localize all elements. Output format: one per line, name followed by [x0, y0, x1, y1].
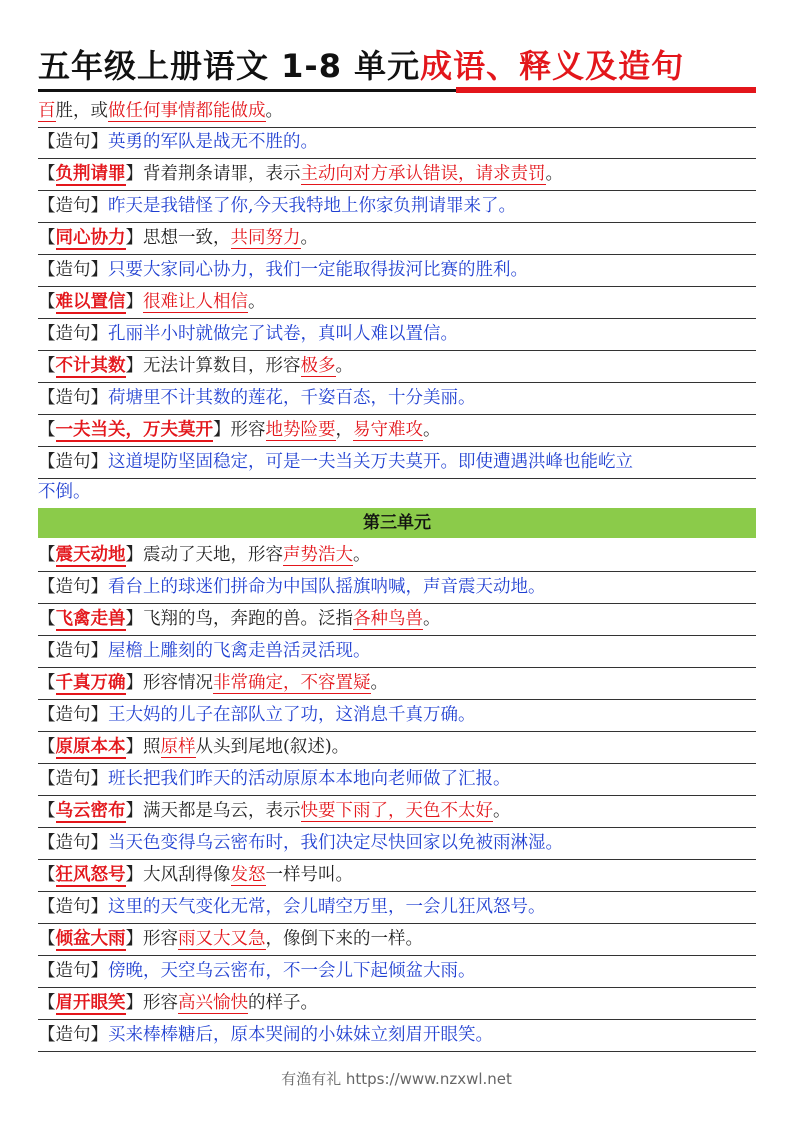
definition-highlight: 易守难攻	[353, 420, 423, 440]
example-sentence-row	[38, 191, 756, 223]
idiom-word: 一夫当关，万夫莫开	[55, 420, 213, 440]
example-sentence: 这里的天气变化无常，会儿晴空万里，一会儿狂风怒号。	[108, 897, 546, 917]
idiom-row	[38, 732, 756, 764]
definition-end: 。	[493, 801, 511, 821]
definition-highlight: 声势浩大	[283, 545, 353, 565]
sentence-label: 造句	[55, 833, 91, 853]
definition-end: 。	[353, 545, 371, 565]
bracket-left: 【	[38, 545, 56, 565]
idiom-row	[38, 223, 756, 255]
example-sentence-row	[38, 447, 756, 479]
idiom-row	[38, 415, 756, 447]
example-sentence: 班长把我们昨天的活动原原本本地向老师做了汇报。	[108, 769, 511, 789]
bracket-left: 【	[38, 228, 56, 248]
definition-end: 。	[300, 228, 318, 248]
bracket-left: 【	[38, 356, 56, 376]
definition-highlight: 共同努力	[230, 228, 301, 248]
definition-text: 照	[143, 737, 161, 757]
example-sentence-row	[38, 319, 756, 351]
bracket-right: 】	[125, 356, 143, 376]
bracket-left: 【	[38, 897, 56, 917]
definition-highlight: 很难让人相信	[143, 292, 248, 312]
bracket-right: 】	[125, 865, 143, 885]
page-footer: 有渔有礼 https://www.nzxwl.net	[281, 1070, 512, 1088]
example-sentence-row	[38, 127, 756, 159]
bracket-left: 【	[38, 292, 56, 312]
idiom-row	[38, 540, 756, 572]
sentence-label: 造句	[55, 260, 91, 280]
definition-text: ，	[335, 420, 353, 440]
example-sentence-row	[38, 764, 756, 796]
definition-end: 的样子。	[248, 993, 318, 1013]
bracket-right: 】	[90, 769, 108, 789]
definition-highlight: 发怒	[230, 865, 266, 885]
bracket-left: 【	[38, 769, 56, 789]
bracket-right: 】	[125, 164, 143, 184]
sentence-label: 造句	[55, 577, 91, 597]
bracket-right: 】	[125, 228, 143, 248]
bracket-left: 【	[38, 577, 56, 597]
example-sentence: 荷塘里不计其数的莲花，千姿百态，十分美丽。	[108, 388, 476, 408]
idiom-word: 震天动地	[55, 545, 126, 565]
definition-text: 思想一致，	[143, 228, 231, 248]
bracket-left: 【	[38, 673, 56, 693]
example-sentence: 只要大家同心协力，我们一定能取得拔河比赛的胜利。	[108, 260, 528, 280]
bracket-right: 】	[125, 292, 143, 312]
example-sentence-row	[38, 636, 756, 668]
example-sentence: 王大妈的儿子在部队立了功，这消息千真万确。	[108, 705, 476, 725]
idiom-row	[38, 668, 756, 700]
bracket-left: 【	[38, 801, 56, 821]
bracket-left: 【	[38, 865, 56, 885]
bracket-right: 】	[90, 897, 108, 917]
definition-text: 形容	[143, 993, 178, 1013]
definition-text: 大风刮得像	[143, 865, 231, 885]
definition-text: 形容	[230, 420, 266, 440]
bracket-left: 【	[38, 196, 56, 216]
definition-highlight: 雨又大又急	[178, 929, 266, 949]
idiom-word: 负荆请罪	[55, 164, 126, 184]
example-sentence: 看台上的球迷们拼命为中国队摇旗呐喊，声音震天动地。	[108, 577, 546, 597]
bracket-right: 】	[90, 577, 108, 597]
example-sentence-row	[38, 572, 756, 604]
definition-end: 一样号叫。	[265, 865, 353, 885]
definition-text: 飞翔的鸟，奔跑的兽。泛指	[143, 609, 353, 629]
sentence-label: 造句	[55, 132, 91, 152]
sentence-label: 造句	[55, 388, 91, 408]
example-sentence: 屋檐上雕刻的飞禽走兽活灵活现。	[108, 641, 371, 661]
bracket-left: 【	[38, 420, 56, 440]
sentence-label: 造句	[55, 452, 91, 472]
bracket-left: 【	[38, 961, 56, 981]
definition-text: 背着荆条请罪，表示	[143, 164, 301, 184]
definition-end: ，像倒下来的一样。	[265, 929, 423, 949]
example-sentence: 买来棒棒糖后，原本哭闹的小妹妹立刻眉开眼笑。	[108, 1025, 493, 1045]
bracket-left: 【	[38, 132, 56, 152]
sentence-label: 造句	[55, 1025, 91, 1045]
sentence-label: 造句	[55, 897, 91, 917]
idiom-row	[38, 351, 756, 383]
example-sentence: 昨天是我错怪了你,今天我特地上你家负荆请罪来了。	[108, 196, 517, 216]
idiom-row	[38, 287, 756, 319]
bracket-left: 【	[38, 452, 56, 472]
idiom-row	[38, 796, 756, 828]
bracket-left: 【	[38, 737, 56, 757]
continued-definition	[38, 96, 756, 128]
bracket-right: 】	[125, 673, 143, 693]
bracket-right: 】	[90, 196, 108, 216]
idiom-word: 狂风怒号	[55, 865, 126, 885]
bracket-right: 】	[90, 388, 108, 408]
example-sentence-continued	[38, 477, 756, 509]
idiom-row	[38, 860, 756, 892]
definition-highlight: 地势险要	[265, 420, 336, 440]
example-sentence-row	[38, 1020, 756, 1052]
example-sentence-row	[38, 383, 756, 415]
bracket-left: 【	[38, 609, 56, 629]
definition-text: 形容	[143, 929, 178, 949]
bracket-right: 】	[90, 132, 108, 152]
bracket-left: 【	[38, 1025, 56, 1045]
definition-highlight: 百	[38, 101, 56, 121]
bracket-left: 【	[38, 705, 56, 725]
example-sentence: 不倒。	[38, 482, 91, 502]
section-heading: 第三单元	[38, 508, 756, 538]
bracket-right: 】	[90, 324, 108, 344]
title-main: 五年级上册语文 1-8 单元	[38, 47, 421, 85]
sentence-label: 造句	[55, 196, 91, 216]
example-sentence: 傍晚，天空乌云密布，不一会儿下起倾盆大雨。	[108, 961, 476, 981]
definition-highlight: 快要下雨了，天色不太好	[300, 801, 493, 821]
bracket-left: 【	[38, 164, 56, 184]
definition-highlight: 原样	[160, 737, 196, 757]
example-sentence: 英勇的军队是战无不胜的。	[108, 132, 318, 152]
bracket-right: 】	[90, 961, 108, 981]
bracket-right: 】	[125, 801, 143, 821]
idiom-row	[38, 604, 756, 636]
idiom-row	[38, 924, 756, 956]
bracket-right: 】	[125, 609, 143, 629]
idiom-word: 眉开眼笑	[55, 993, 126, 1013]
example-sentence-row	[38, 892, 756, 924]
definition-end: 。	[545, 164, 563, 184]
bracket-right: 】	[125, 929, 143, 949]
bracket-right: 】	[213, 420, 231, 440]
example-sentence-row	[38, 956, 756, 988]
idiom-row	[38, 159, 756, 191]
example-sentence: 当天色变得乌云密布时，我们决定尽快回家以免被雨淋湿。	[108, 833, 563, 853]
bracket-left: 【	[38, 993, 56, 1013]
definition-highlight: 各种鸟兽	[353, 609, 423, 629]
bracket-left: 【	[38, 324, 56, 344]
definition-highlight: 高兴愉快	[178, 993, 248, 1013]
definition-end: 。	[423, 609, 441, 629]
bracket-right: 】	[125, 545, 143, 565]
idiom-row	[38, 988, 756, 1020]
bracket-right: 】	[90, 260, 108, 280]
example-sentence: 孔丽半小时就做完了试卷，真叫人难以置信。	[108, 324, 458, 344]
definition-text: 形容情况	[143, 673, 213, 693]
definition-highlight: 主动向对方承认错误，请求责罚	[300, 164, 546, 184]
bracket-right: 】	[90, 705, 108, 725]
sentence-label: 造句	[55, 641, 91, 661]
idiom-word: 倾盆大雨	[55, 929, 126, 949]
definition-text: 满天都是乌云，表示	[143, 801, 301, 821]
definition-end: 。	[248, 292, 266, 312]
definition-end: 。	[423, 420, 441, 440]
sentence-label: 造句	[55, 324, 91, 344]
example-sentence: 这道堤防坚固稳定，可是一夫当关万夫莫开。即使遭遇洪峰也能屹立	[108, 452, 633, 472]
bracket-left: 【	[38, 260, 56, 280]
bracket-right: 】	[90, 1025, 108, 1045]
bracket-right: 】	[125, 993, 143, 1013]
definition-end: 。	[370, 673, 388, 693]
idiom-word: 不计其数	[55, 356, 126, 376]
bracket-left: 【	[38, 641, 56, 661]
bracket-right: 】	[125, 737, 143, 757]
idiom-word: 飞禽走兽	[55, 609, 126, 629]
definition-end: 。	[335, 356, 353, 376]
definition-highlight: 非常确定，不容置疑	[213, 673, 371, 693]
idiom-word: 难以置信	[55, 292, 126, 312]
definition-end: 从头到尾地(叙述)。	[195, 737, 350, 757]
idiom-word: 原原本本	[55, 737, 126, 757]
definition-text: 震动了天地，形容	[143, 545, 283, 565]
title-topic: 成语、释义及造句	[420, 47, 685, 85]
bracket-right: 】	[90, 641, 108, 661]
sentence-label: 造句	[55, 961, 91, 981]
page-title	[38, 44, 684, 88]
definition-end: 。	[265, 101, 283, 121]
definition-text: 胜，或	[55, 101, 108, 121]
sentence-label: 造句	[55, 705, 91, 725]
definition-highlight: 极多	[300, 356, 336, 376]
example-sentence-row	[38, 700, 756, 732]
definition-highlight: 做任何事情都能做成	[108, 101, 266, 121]
sentence-label: 造句	[55, 769, 91, 789]
page-header	[38, 44, 756, 94]
bracket-right: 】	[90, 452, 108, 472]
example-sentence-row	[38, 255, 756, 287]
bracket-left: 【	[38, 388, 56, 408]
idiom-word: 乌云密布	[55, 801, 126, 821]
bracket-left: 【	[38, 929, 56, 949]
definition-text: 无法计算数目，形容	[143, 356, 301, 376]
example-sentence-row	[38, 828, 756, 860]
idiom-word: 千真万确	[55, 673, 126, 693]
bracket-right: 】	[90, 833, 108, 853]
bracket-left: 【	[38, 833, 56, 853]
idiom-word: 同心协力	[55, 228, 126, 248]
